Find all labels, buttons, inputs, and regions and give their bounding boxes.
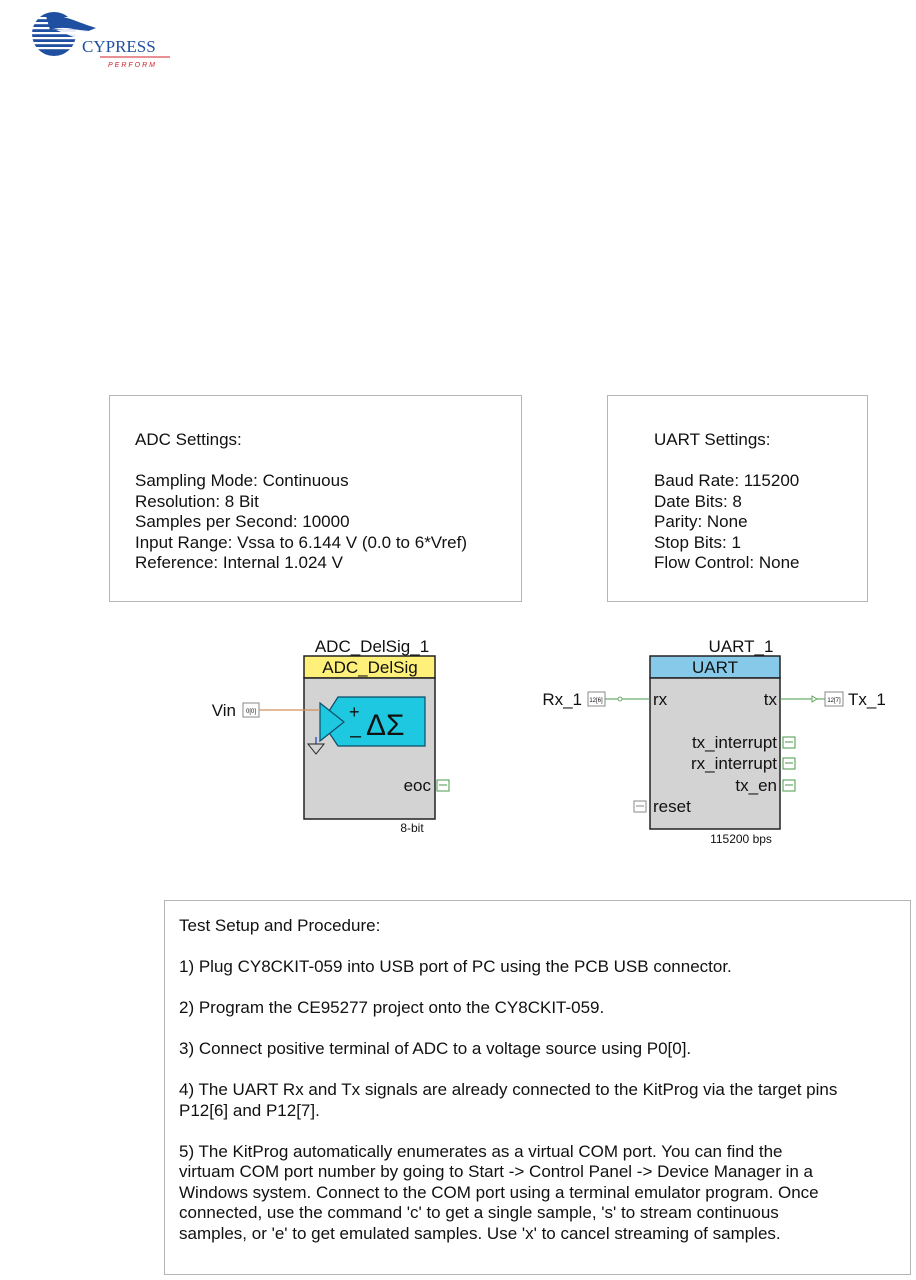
tx-pin-label: Tx_1 <box>848 690 886 709</box>
uart-setting-line: Flow Control: None <box>654 553 800 572</box>
procedure-step: 1) Plug CY8CKIT-059 into USB port of PC using the PCB USB connector. <box>179 957 732 976</box>
adc-setting-line: Input Range: Vssa to 6.144 V (0.0 to 6*Vref) <box>135 532 468 552</box>
procedure-title: Test Setup and Procedure: <box>179 916 381 935</box>
vin-pin-port: 0[0] <box>245 709 257 715</box>
uart-setting-line: Parity: None <box>654 512 748 531</box>
adc-setting-line: Sampling Mode: Continuous <box>135 471 349 490</box>
rx-interrupt-terminal[interactable] <box>783 758 795 769</box>
adc-settings-title: ADC Settings: <box>135 430 242 449</box>
plus-sign: + <box>349 702 360 722</box>
rx-pin[interactable] <box>542 690 650 709</box>
rx-pin-label: Rx_1 <box>542 690 582 709</box>
adc-instance-name: ADC_DelSig_1 <box>314 637 430 656</box>
tx-en-terminal[interactable] <box>783 780 795 791</box>
tx-interrupt-terminal[interactable] <box>783 737 795 748</box>
adc-setting-line: Samples per Second: 10000 <box>135 512 350 531</box>
minus-sign: – <box>350 725 362 747</box>
uart-tx-interrupt-label: tx_interrupt <box>691 733 777 752</box>
adc-component[interactable] <box>304 637 449 835</box>
adc-setting-line: Reference: Internal 1.024 V <box>135 553 343 572</box>
adc-footer: 8-bit <box>400 821 424 835</box>
uart-reset-label: reset <box>653 797 691 816</box>
tx-pin-port: 12[7] <box>827 698 841 704</box>
tx-pin[interactable] <box>780 690 886 709</box>
uart-setting-line: Baud Rate: 115200 <box>654 471 800 490</box>
uart-settings-title: UART Settings: <box>654 430 771 449</box>
procedure-step: 3) Connect positive terminal of ADC to a voltage source using P0[0]. <box>179 1039 692 1058</box>
reset-terminal[interactable] <box>634 801 646 812</box>
uart-component[interactable] <box>634 637 795 846</box>
uart-instance-name: UART_1 <box>708 637 774 656</box>
logo-brand-text: CYPRESS <box>82 37 156 56</box>
uart-setting-line: Date Bits: 8 <box>654 491 742 511</box>
uart-type-name: UART <box>692 658 738 677</box>
procedure-step: 4) The UART Rx and Tx signals are already connected to the KitProg via the target pins P12[6] and P12[7]. <box>179 1080 838 1120</box>
vin-pin-label: Vin <box>211 701 236 720</box>
delta-sigma-symbol: ΔΣ <box>366 709 405 742</box>
procedure-step: 5) The KitProg automatically enumerates as a virtual COM port. You can find the virtuam COM port number by going to Start -> Control Panel -> Device Manager in a Windows system. Connect to the COM port using a terminal emulator program. Once connected, use the command 'c' to get a single sample, 's' to stream continuous samples, or 'e' to get emulated samples. Use 'x' to cancel streaming of samples. <box>179 1141 819 1243</box>
adc-type-name: ADC_DelSig <box>322 658 418 677</box>
adc-setting-line: Resolution: 8 Bit <box>135 491 259 511</box>
logo-tagline-text: PERFORM <box>108 62 157 69</box>
uart-tx-en-label: tx_en <box>735 776 777 795</box>
uart-footer: 115200 bps <box>710 832 772 846</box>
rx-pin-port: 12[6] <box>589 698 603 704</box>
uart-rx-label: rx <box>653 690 668 709</box>
adc-eoc-label: eoc <box>403 776 431 795</box>
uart-tx-label: tx <box>763 690 777 709</box>
procedure-step: 2) Program the CE95277 project onto the CY8CKIT-059. <box>179 998 605 1017</box>
uart-setting-line: Stop Bits: 1 <box>654 532 741 552</box>
procedure-box <box>164 900 911 1275</box>
uart-rx-interrupt-label: rx_interrupt <box>691 754 777 773</box>
